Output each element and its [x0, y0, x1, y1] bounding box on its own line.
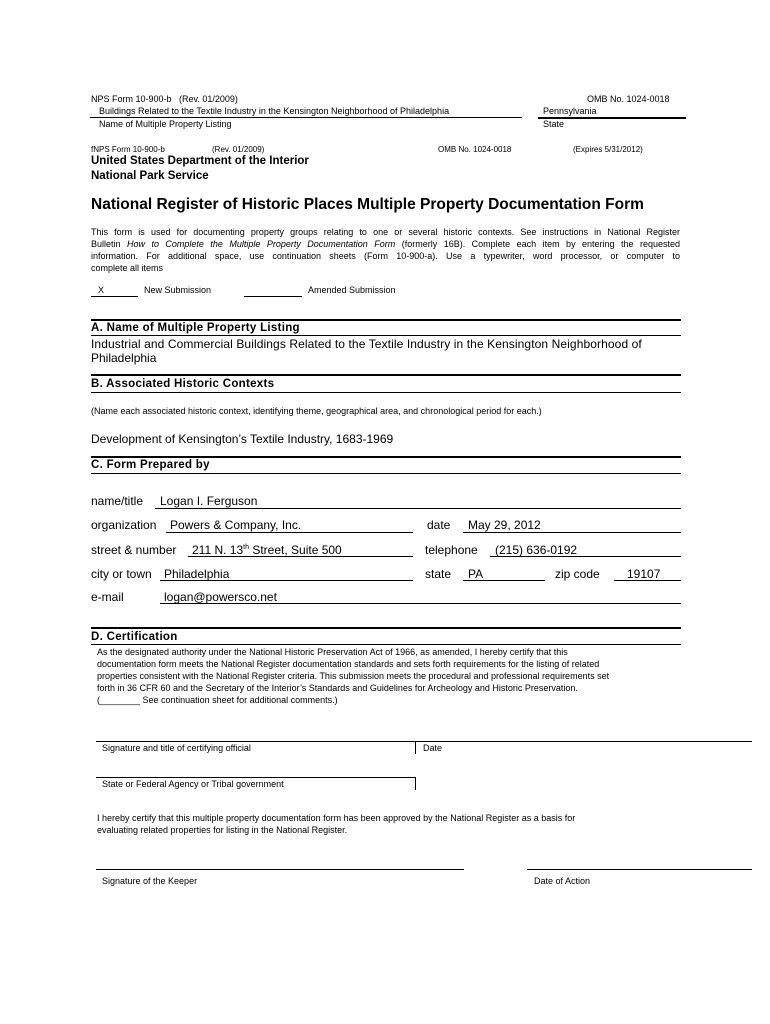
page-title: National Register of Historic Places Multiple Property Documentation Form: [91, 196, 644, 213]
email-field[interactable]: logan@powersco.net: [164, 590, 277, 604]
signature-line: [96, 741, 752, 742]
section-b-rule: [91, 392, 681, 393]
new-submission-mark[interactable]: X: [98, 285, 105, 295]
section-c-top-rule: [91, 456, 681, 458]
certification-line-2: documentation form meets the National Register documentation standards and sets forth requirements for the listing of related: [97, 659, 600, 669]
section-a-rule: [91, 335, 681, 336]
date-label: date: [427, 518, 451, 532]
sub-form-number: fNPS Form 10-900-b: [91, 145, 165, 154]
historic-context: Development of Kensington’s Textile Industry, 1683-1969: [91, 432, 394, 446]
service-name: National Park Service: [91, 170, 209, 182]
intro-line-2: Bulletin How to Complete the Multiple Property Documentation Form (formerly 16B). Complete each item by entering the requested: [91, 239, 680, 249]
agency-line: [96, 777, 416, 778]
signature-date-label: Date: [423, 743, 443, 753]
action-date-line: [527, 869, 752, 870]
omb-number: OMB No. 1024-0018: [587, 94, 670, 104]
amended-submission-label: Amended Submission: [308, 285, 396, 295]
action-date-label: Date of Action: [534, 876, 591, 886]
organization-label: organization: [91, 518, 157, 532]
zip-code-field[interactable]: 19107: [627, 567, 661, 581]
name-title-label: name/title: [91, 494, 144, 508]
city-field[interactable]: Philadelphia: [164, 567, 230, 581]
zip-code-label: zip code: [555, 567, 600, 581]
signature-label: Signature and title of certifying official: [102, 743, 251, 753]
email-label: e-mail: [91, 590, 124, 604]
name-title-field[interactable]: Logan I. Ferguson: [160, 494, 258, 508]
sub-omb: OMB No. 1024-0018: [438, 145, 512, 154]
state-label: state: [425, 567, 452, 581]
amended-submission-blank: [244, 296, 302, 297]
telephone-line: [490, 556, 681, 557]
section-a-title: A. Name of Multiple Property Listing: [91, 322, 300, 334]
intro-line-3: information. For additional space, use continuation sheets (Form 10-900-a). Use a typewriter, word processor, or computer to: [91, 251, 680, 261]
street-number-line: [188, 556, 413, 557]
state-line: [463, 580, 545, 581]
continuation-sheet-note[interactable]: (________ See continuation sheet for additional comments.): [97, 695, 338, 705]
keeper-signature-label: Signature of the Keeper: [102, 876, 198, 886]
section-c-rule: [91, 473, 681, 474]
city-label: city or town: [91, 567, 152, 581]
section-d-rule: [91, 644, 681, 645]
telephone-label: telephone: [425, 543, 478, 557]
section-c-title: C. Form Prepared by: [91, 459, 210, 471]
agency-label: State or Federal Agency or Tribal government: [102, 779, 284, 789]
multiple-property-name: Buildings Related to the Textile Industry in the Kensington Neighborhood of Philadelphia: [99, 106, 450, 116]
intro-line-1: This form is used for documenting property groups relating to one or several historic contexts. See instructions in National Register: [91, 227, 680, 237]
street-number-label: street & number: [91, 543, 177, 557]
new-submission-label: New Submission: [144, 285, 212, 295]
header-name-line: [90, 117, 522, 118]
name-title-line: [155, 508, 681, 509]
section-d-title: D. Certification: [91, 631, 178, 643]
telephone-field[interactable]: (215) 636-0192: [495, 543, 578, 557]
signature-date-divider: [415, 741, 416, 754]
section-b-top-rule: [91, 374, 681, 376]
intro-line-4: complete all items: [91, 263, 164, 273]
new-submission-blank: [91, 296, 138, 297]
date-line: [463, 532, 681, 533]
department-name: United States Department of the Interior: [91, 155, 309, 167]
certification-line-1: As the designated authority under the National Historic Preservation Act of 1966, as amended, I hereby certify that this: [97, 647, 568, 657]
zip-code-line: [614, 580, 681, 581]
multiple-property-caption: Name of Multiple Property Listing: [99, 119, 232, 129]
sub-expires: (Expires 5/31/2012): [573, 145, 643, 154]
state-field[interactable]: PA: [468, 567, 484, 581]
section-b-instruction: (Name each associated historic context, identifying theme, geographical area, and chronological period for each.): [91, 406, 542, 416]
organization-field[interactable]: Powers & Company, Inc.: [170, 518, 302, 532]
state-caption: State: [543, 119, 565, 129]
agency-divider: [415, 777, 416, 790]
city-line: [160, 580, 413, 581]
section-a-top-rule: [91, 319, 681, 321]
email-line: [160, 603, 681, 604]
form-number: NPS Form 10-900-b (Rev. 01/2009): [91, 94, 238, 104]
organization-line: [166, 532, 413, 533]
keeper-certification-line-1: I hereby certify that this multiple property documentation form has been approved by the National Register as a basis for: [97, 813, 576, 823]
keeper-signature-line: [96, 869, 464, 870]
state-value: Pennsylvania: [543, 106, 597, 116]
sub-form-rev: (Rev. 01/2009): [212, 145, 265, 154]
certification-line-4: forth in 36 CFR 60 and the Secretary of the Interior’s Standards and Guidelines for Archeology and Historic Preservation.: [97, 683, 578, 693]
street-number-field[interactable]: 211 N. 13th Street, Suite 500: [192, 543, 342, 557]
keeper-certification-line-2: evaluating related properties for listing in the National Register.: [97, 825, 348, 835]
section-b-title: B. Associated Historic Contexts: [91, 378, 275, 390]
section-d-top-rule: [91, 627, 681, 629]
section-a-value-line-2: Philadelphia: [91, 351, 157, 365]
section-a-value-line-1: Industrial and Commercial Buildings Related to the Textile Industry in the Kensington Neighborhood of: [91, 337, 642, 351]
certification-line-3: properties consistent with the National Register criteria. This submission meets the procedural and professional requirements set: [97, 671, 610, 681]
date-field[interactable]: May 29, 2012: [468, 518, 541, 532]
